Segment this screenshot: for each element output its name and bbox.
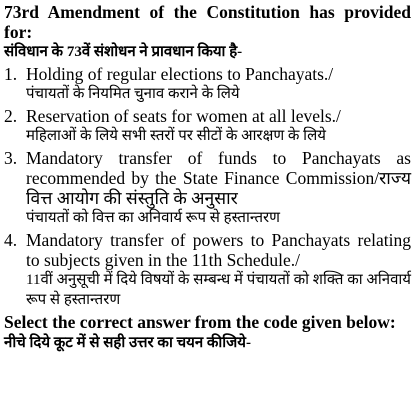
statement-text-english: Holding of regular elections to Panchayats./ xyxy=(26,64,334,84)
question-heading-english: 73rd Amendment of the Constitution has provided for: xyxy=(4,2,411,42)
instruction-hindi: नीचे दिये कूट में से सही उत्तर का चयन कीजिये- xyxy=(4,335,252,351)
statement-item-3 xyxy=(4,148,411,228)
statement-item-4 xyxy=(4,230,411,310)
statement-number: 1. xyxy=(4,64,18,84)
statement-text-english: Mandatory transfer of powers to Panchayats relating to subjects given in the 11th Schedule./ xyxy=(26,230,411,270)
instruction-english: Select the correct answer from the code given below: xyxy=(4,312,396,332)
statement-number: 2. xyxy=(4,106,18,126)
statement-number: 3. xyxy=(4,148,18,168)
statement-text-hindi: पंचायतों को वित्त का अनिवार्य रूप से हस्तान्तरण xyxy=(26,210,281,226)
statement-item-1 xyxy=(4,64,411,104)
statement-text-hindi: महिलाओं के लिये सभी स्तरों पर सीटों के आरक्षण के लिये xyxy=(26,128,326,144)
statement-text-hindi: पंचायतों के नियमित चुनाव कराने के लिये xyxy=(26,86,240,102)
statement-item-2 xyxy=(4,106,411,146)
statement-text-hindi: 11वीं अनुसूची में दिये विषयों के सम्बन्ध में पंचायतों को शक्ति का अनिवार्य रूप से हस्तान्तरण xyxy=(26,272,411,308)
statement-text-english: Mandatory transfer of funds to Panchayats as recommended by the State Finance Commission/राज्य वित्त आयोग की संस्तुति के अनुसार xyxy=(26,148,411,208)
statement-list xyxy=(4,64,411,310)
question-heading-hindi: संविधान के 73वें संशोधन ने प्रावधान किया है- xyxy=(4,44,243,60)
statement-number: 4. xyxy=(4,230,18,250)
statement-text-english: Reservation of seats for women at all levels./ xyxy=(26,106,341,126)
